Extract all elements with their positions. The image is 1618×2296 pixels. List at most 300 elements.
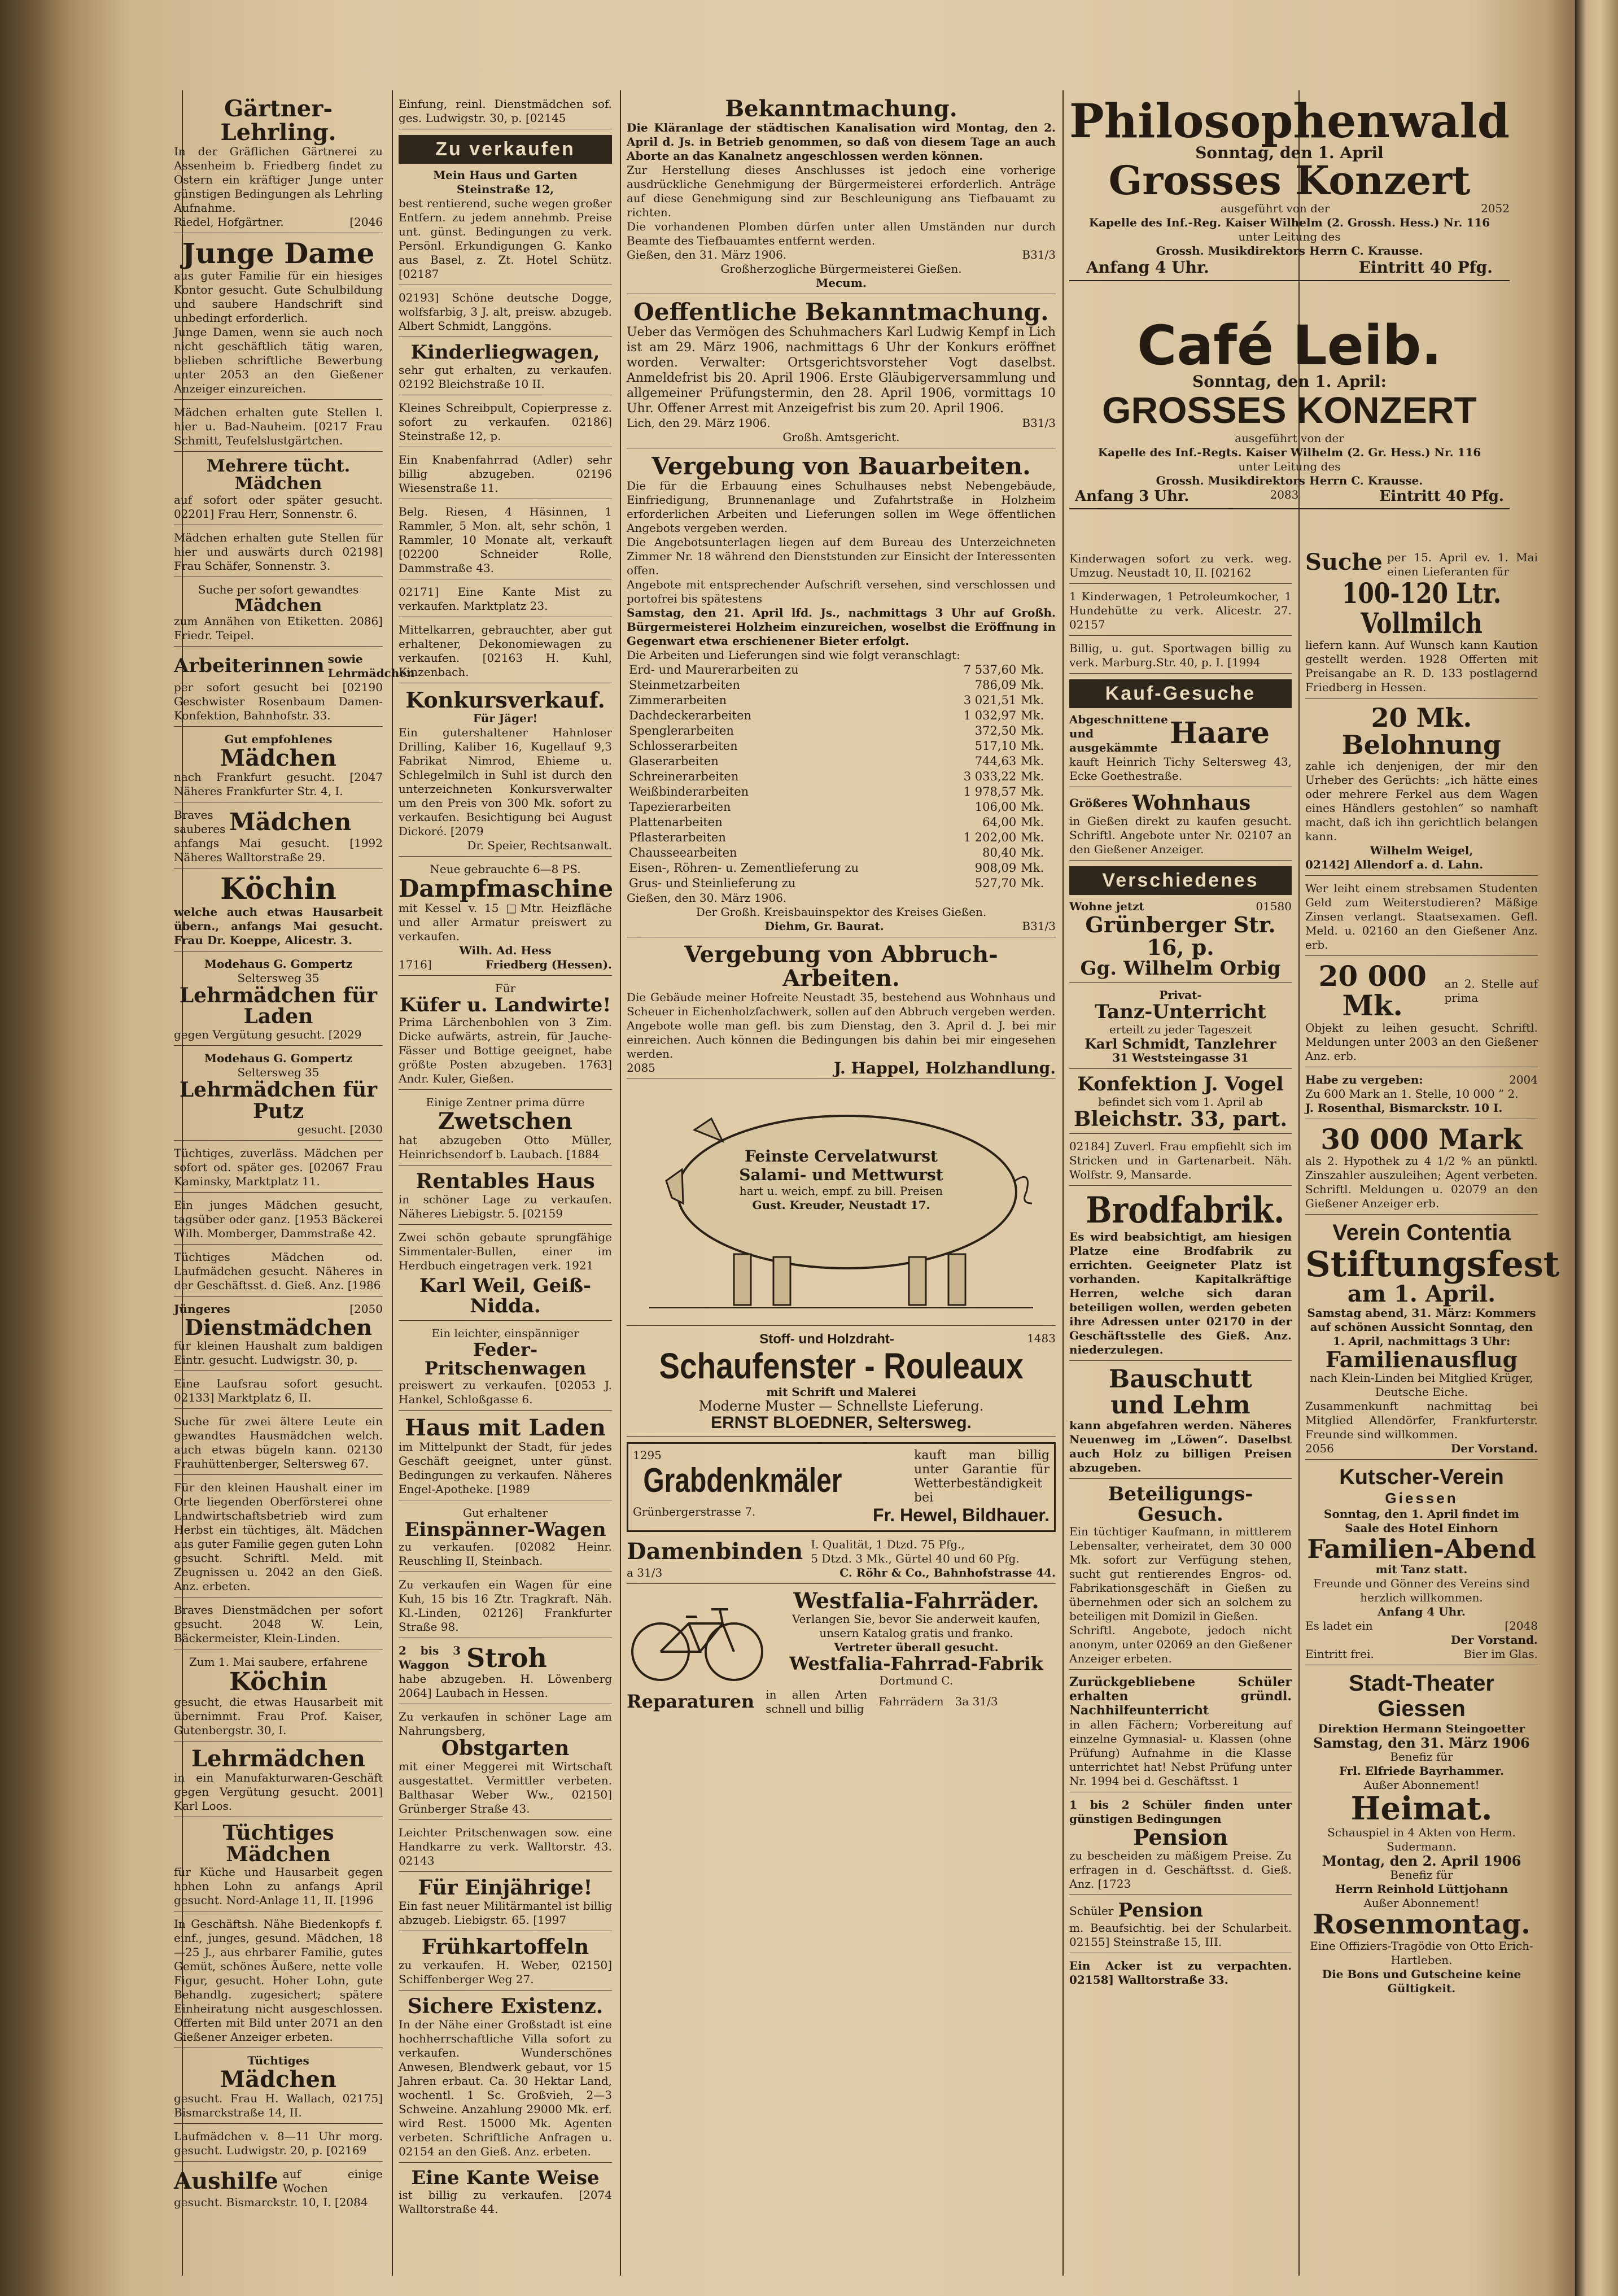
ad-body: Schauspiel in 4 Akten von Herm. Sudermann.: [1327, 1826, 1516, 1854]
ad-body: für kleinen Haushalt zum baldigen Eintr. gesucht. Ludwigstr. 30, p.: [174, 1338, 383, 1367]
ad-dienstmaedchen: [174, 1302, 383, 1371]
ad-body: Tüchtiges Mädchen od. Laufmädchen gesucht. Näheres in der Geschäftsst. d. Gieß. Anz. [1986: [174, 1250, 383, 1292]
ad-wurst-pig: [627, 1085, 1056, 1326]
ad-wiese: [399, 2168, 612, 2220]
ad-body: Zu verkaufen in schöner Lage am Nahrungsberg,: [399, 1710, 612, 1738]
ad-line: Reparaturen: [627, 1691, 755, 1713]
bicycle-illustration: [627, 1590, 768, 1686]
ad-body: zu verkaufen. H. Weber, 02150] Schiffenberger Weg 27.: [399, 1958, 612, 1986]
ad-line: Fahrrädern: [878, 1695, 944, 1709]
ad-vollmilch: [1305, 551, 1538, 699]
ad-firm: Wilh. Ad. Hess: [459, 943, 552, 957]
ad-body: in schöner Lage zu verkaufen. Näheres Liebigstr. 5. [02159: [399, 1193, 612, 1221]
cost-row: [627, 754, 1056, 769]
ad-subtitle: Vertreter überall gesucht.: [834, 1640, 999, 1655]
section-banner-verschiedenes: Verschiedenes: [1069, 866, 1292, 895]
ad-ref: [2050: [349, 1302, 383, 1316]
ad-body: als 2. Hypothek zu 4 1/2 % an pünktl. Zinszahler auszuleihen; Agent verbeten. Schriftl. Meldungen u. 02079 an den Gießener Anzeiger erb.: [1305, 1154, 1538, 1211]
ad-title: Stroh: [466, 1643, 547, 1674]
ad-line: Bier im Glas.: [1463, 1647, 1538, 1661]
ad-konkursverkauf: [399, 689, 612, 857]
ad-entry: Eintritt 40 Pfg.: [1358, 257, 1493, 277]
ad-ref: 2004: [1509, 1072, 1538, 1086]
ad-body: Zu 600 Mark an 1. Stelle, 10 000 ” 2.: [1305, 1086, 1519, 1101]
ad-title: Tanz-Unterricht: [1095, 1001, 1266, 1024]
ad-tanz-unterricht: [1069, 988, 1292, 1069]
ad-subtitle: sowie Lehrmädchen: [327, 652, 415, 680]
ad-pretitle: 2 bis 3 Waggon: [399, 1644, 461, 1672]
ad-kinderwagen: [1069, 552, 1292, 584]
ad-haus-garten: [399, 168, 612, 285]
ad-title: Schaufenster - Rouleaux: [659, 1346, 1024, 1387]
ad-belg-riesen: [399, 505, 612, 579]
ad-title: Obstgarten: [441, 1736, 570, 1761]
ad-body: Es wird beabsichtigt, am hiesigen Platze eine Brodfabrik zu errichten. Geeigneter Platz ist vorhanden. Kapitalkräftige Herren, welche sich daran beteiligen wollen, werden gebeten ihre Adressen unter 02170 in der Geschäftsstelle des Gieß. Anz. niederzulegen.: [1069, 1229, 1292, 1356]
ad-bullen: [399, 1230, 612, 1276]
ad-knabenfahrrad: [399, 453, 612, 499]
ad-sichere-existenz: [399, 1996, 612, 2163]
ad-line: Außer Abonnement!: [1363, 1896, 1480, 1910]
notice-body: Zur Herstellung dieses Anschlusses ist jedoch eine vorherige ausdrückliche Genehmigung der Bürgermeisterei erforderlich. Anträge auf diese Genehmigung sind zur Beschleunigung ans Tiefbauamt zu richten.: [627, 163, 1056, 219]
ad-line: unter Leitung des: [1238, 229, 1341, 243]
ad-body: Ein fast neuer Militärmantel ist billig abzugeb. Liebigstr. 65. [1997: [399, 1899, 612, 1927]
section-banner-kauf-gesuche: Kauf-Gesuche: [1069, 679, 1292, 708]
ad-beteiligung: [1069, 1485, 1292, 1670]
ad-body: Zusammenkunft nachmittag bei Mitglied Allendörfer, Frankfurterstr. Freunde sind willkommen.: [1305, 1399, 1538, 1442]
notice-signature: Mecum.: [816, 276, 867, 290]
ad-junge-dame: [174, 239, 383, 400]
ad-title: Mehrere tücht. Mädchen: [206, 456, 351, 494]
notice-body: Die vorhandenen Plomben dürfen unter allen Umständen nur durch Beamte des Tiefbauamtes entfernt werden.: [627, 220, 1056, 247]
pig-firm: Gust. Kreuder, Neustadt 17.: [752, 1198, 930, 1212]
ad-body: Ein tüchtiger Kaufmann, in mittlerem Lebensalter, verheiratet, dem 30 000 Mk. sofort zur Verfügung stehen, sucht gut rentierendes Engros- od. Fabrikationsgeschäft in Gießen zu übernehmen oder sich an solchem zu beteiligen mit Domizil in Gießen.: [1069, 1525, 1292, 1623]
column-rule: [620, 90, 621, 2276]
cost-value: 744,63: [974, 754, 1017, 769]
ad-stroh: [399, 1644, 612, 1704]
cost-value: 908,09: [974, 861, 1017, 875]
ad-pretitle: Zum 1. Mai saubere, erfahrene: [189, 1655, 368, 1669]
ad-body: gesucht. Bismarckstr. 10, I. [2084: [174, 2195, 368, 2210]
ad-title: Pension: [1118, 1899, 1203, 1922]
ad-body: In der Nähe einer Großstadt ist eine hochherrschaftliche Villa sofort zu verkaufen. Wunderschönes Anwesen, Blendwerk gebaut, vor 15 Jahren erbaut. Ca. 30 Hektar Land, wochentl. 1 Sc. Großvieh, 2—3 Schweine. Anzahlung 29000 Mk. erf. wird Rest. 15000 Mk. Agenten verbeten. Schriftliche Anfragen u. 02154 an den Gieß. Anz. erbeten.: [399, 2017, 612, 2158]
ad-dogge: [399, 291, 612, 337]
notice-date: Gießen, den 31. März 1906.: [627, 248, 787, 261]
ad-body: Kleines Schreibpult, Copierpresse z. sofort zu verkaufen. 02186] Steinstraße 12, p.: [399, 400, 612, 443]
cost-row: [627, 784, 1056, 800]
ad-title: Brodfabrik.: [1086, 1189, 1285, 1232]
ad-pretitle: Gut erhaltener: [463, 1505, 548, 1520]
ad-body: Freunde und Gönner des Vereins sind herzlich willkommen.: [1313, 1577, 1530, 1605]
ad-fruehkartoffeln: [399, 1937, 612, 1991]
ad-line: in allen Arten schnell und billig: [766, 1687, 868, 1716]
ad-zu-vergeben: [1305, 1073, 1538, 1119]
ad-body: I. Qualität, 1 Dtzd. 75 Pfg.,: [811, 1538, 965, 1552]
ad-petroleumkocher: [1069, 590, 1292, 636]
ad-ref: a 31/3: [627, 1566, 663, 1580]
ad-pretitle: Habe zu vergeben:: [1305, 1072, 1423, 1086]
ad-body: Eine Laufsrau sofort gesucht. 02133] Marktplatz 6, II.: [174, 1376, 383, 1404]
ad-momberger: [174, 1198, 383, 1245]
ad-maedchen-etiketten: [174, 583, 383, 647]
ad-title: am 1. April.: [1347, 1281, 1496, 1308]
ad-haus-laden: [399, 1416, 612, 1500]
ad-pretitle: Größeres: [1069, 796, 1128, 810]
ad-student-geld: [1305, 881, 1538, 956]
cost-value: 64,00: [982, 815, 1017, 830]
ad-bauschutt: [1069, 1364, 1292, 1479]
ad-body: auf sofort oder später gesucht. 02201] Frau Herr, Sonnenstr. 6.: [174, 492, 383, 521]
ad-body: Braves Dienstmädchen per sofort gesucht. 2048 W. Lein, Bäckermeister, Klein-Linden.: [174, 1603, 383, 1645]
ad-body: Einfung, reinl. Dienstmädchen sof. ges. Ludwigstr. 30, p. [02145: [399, 97, 612, 125]
cost-currency: Mk.: [1021, 815, 1044, 830]
ad-address: 02142] Allendorf a. d. Lahn.: [1305, 857, 1484, 871]
ad-body: m. Beaufsichtig. bei der Schularbeit. 02155] Steinstraße 15, III.: [1069, 1920, 1292, 1949]
ad-signature: Der Vorstand.: [1450, 1633, 1538, 1647]
cost-row: [627, 693, 1056, 708]
ad-title: Haus mit Laden: [405, 1414, 606, 1441]
ad-gompertz-laden: [174, 957, 383, 1046]
ad-laufmaedchen: [174, 1250, 383, 1297]
ad-braves-maedchen: [174, 808, 383, 868]
ad-body: gegen Vergütung gesucht. [2029: [174, 1028, 362, 1042]
notice-body: Angebote wolle man gefl. bis zum Dienstag, den 3. April d. J. bei mir einreichen. Auch können die Bedingungen bis dahin bei mir eingesehen werden.: [627, 1019, 1056, 1061]
ad-body: best rentierend, suche wegen großer Entfern. zu jedem annehmb. Preise unt. günst. Bedingungen zu verk. Persönl. Erkundigungen G. Kanko aus Basel, z. Zt. Hotel Schütz. [02187: [399, 197, 612, 281]
ad-title: Lehrmädchen für Putz: [179, 1078, 378, 1123]
ad-body: Schriftl. Angebote, jedoch nicht anonym, unter 02069 an den Gießener Anzeiger erbeten.: [1069, 1623, 1292, 1666]
ad-date: Montag, den 2. April 1906: [1322, 1853, 1521, 1870]
ad-line: Grossh. Musikdirektors Herrn C. Krausse.: [1156, 473, 1423, 487]
ad-kaminsky: [174, 1146, 383, 1193]
ad-subtitle: Für Jäger!: [473, 711, 538, 725]
cost-currency: Mk.: [1021, 663, 1044, 677]
ad-nachhilfe: [1069, 1675, 1292, 1792]
ad-title: Wohnhaus: [1132, 791, 1251, 815]
ad-damenbinden: [627, 1538, 1056, 1584]
ad-firm: C. Röhr & Co., Bahnhofstrasse 44.: [839, 1566, 1056, 1580]
cost-currency: Mk.: [1021, 724, 1044, 738]
ad-title: und Lehm: [1110, 1390, 1250, 1420]
ad-body: mit einer Meggerei mit Wirtschaft ausgestattet. Vermittler verbeten. Balthasar Weber Ww., 02150] Grünberger Straße 43.: [399, 1760, 612, 1816]
ad-dampfmaschine: [399, 862, 612, 976]
ad-pretitle: Schüler: [1069, 1904, 1114, 1918]
ad-title: Familienausflug: [1325, 1347, 1518, 1373]
ad-pretitle: Braves sauberes: [174, 808, 226, 836]
ad-gompertz-putz: [174, 1051, 383, 1141]
ad-body: Objekt zu leihen gesucht. Schriftl. Meldungen unter 2003 an den Gießener Anz. erb.: [1305, 1020, 1538, 1063]
ad-city: Friedberg (Hessen).: [485, 957, 612, 971]
ad-mehrere-maedchen: [174, 457, 383, 525]
ad-laufsrau: [174, 1377, 383, 1409]
ad-title: Familien-Abend: [1307, 1534, 1536, 1565]
ad-arbeiterinnen: [174, 652, 415, 727]
column-notices-right: [1305, 549, 1560, 2282]
column-rule: [392, 90, 393, 2276]
ad-title: Stiftungsfest: [1305, 1243, 1560, 1285]
ad-title: Junge Dame: [182, 237, 375, 270]
ad-schreibpult: [399, 401, 612, 447]
ad-title: Arbeiterinnen: [174, 654, 325, 678]
ad-pretitle: Abgeschnittene und ausgekämmte: [1069, 713, 1168, 754]
ad-title: Bleichstr. 33, part.: [1073, 1107, 1288, 1131]
ad-ref: [2048: [1505, 1619, 1538, 1633]
ad-body: befindet sich vom 1. April ab: [1098, 1094, 1263, 1108]
ad-gaertner-lehrling: [174, 97, 383, 233]
ad-body: Ein gutershaltener Hahnloser Drilling, Kaliber 16, Kugellauf 9,3 Fabrikat Nimrod, Ehieme u. Schlegelmilch in Suhl ist durch den unterzeichneten Konkursverwalter um den Preis von 300 Mk. sofort zu verkaufen. Besichtigung bei August Dickoré. [2079: [399, 725, 612, 838]
ad-body: Zu verkaufen ein Wagen für eine Kuh, 15 bis 16 Ztr. Tragkraft. Näh. Kl.-Linden, 02126] Frankfurter Straße 98.: [399, 1578, 612, 1634]
ad-director: Direktion Hermann Steingoetter: [1318, 1722, 1525, 1736]
ad-body: Prima Lärchenbohlen von 3 Zim. Dicke aufwärts, astrein, für Jauche-Fässer und Bottige geeignet, habe größte Posten abzugeben. 1763] Andr. Kuler, Gießen.: [399, 1015, 612, 1086]
ad-subtitle: mit Schrift und Malerei: [766, 1385, 916, 1399]
ad-braves-dienstmaedchen: [174, 1603, 383, 1649]
cost-currency: Mk.: [1021, 739, 1044, 753]
cost-row: [627, 800, 1056, 815]
ad-body: kauft man billig unter Garantie für Wetterbeständigkeit bei: [914, 1448, 1049, 1505]
ad-title: Verein Contentia: [1332, 1220, 1511, 1246]
ad-wallach: [174, 2054, 383, 2124]
ad-title: Sichere Existenz.: [407, 1994, 604, 2018]
ad-body: Ein junges Mädchen gesucht, tagsüber oder ganz. [1953 Bäckerei Wilh. Momberger, Dammstraße 42.: [174, 1198, 383, 1240]
ad-20000-mk: [1305, 959, 1538, 1067]
ad-firm: Fr. Hewel, Bildhauer.: [873, 1505, 1049, 1526]
ad-title: Kinderliegwagen,: [410, 341, 600, 364]
cost-item: Chausseearbeiten: [629, 846, 737, 860]
ad-gut-empfohlenes: [174, 732, 383, 802]
ad-brodfabrik: [1069, 1191, 1292, 1360]
ad-title: Pension: [1132, 1824, 1228, 1850]
ad-firm: Westfalia-Fahrrad-Fabrik: [789, 1653, 1043, 1675]
notice-abbruch: [627, 943, 1056, 1079]
ad-body: mit Tanz statt.: [1375, 1562, 1468, 1577]
cost-item: Dachdeckerarbeiten: [629, 709, 752, 723]
column-official-notices: [627, 97, 1056, 2282]
ad-body: Mädchen erhalten gute Stellen l. hier u. Bad-Nauheim. [0217 Frau Schmitt, Teufelslustgärtchen.: [174, 405, 383, 447]
ad-title: Grünberger Str. 16, p.: [1085, 911, 1276, 960]
notice-ref: B31/3: [1022, 919, 1056, 933]
ad-title: Gärtner-Lehrling.: [220, 95, 336, 146]
ad-firm: Modehaus G. Gompertz: [204, 1051, 353, 1066]
ad-body: Verlangen Sie, bevor Sie anderweit kaufen, unsern Katalog gratis und franko.: [791, 1612, 1041, 1640]
ad-mittelkarren: [399, 623, 612, 683]
cost-value: 1 978,57: [963, 785, 1017, 799]
ad-pretitle: Suche: [1305, 549, 1383, 575]
ad-line: Grossh. Musikdirektors Herrn C. Krausse.: [1156, 243, 1423, 257]
ad-zuverl-frau: [1069, 1140, 1292, 1186]
ad-name: Wilhelm Weigel,: [1370, 843, 1473, 857]
ad-aushilfe: [174, 2167, 383, 2213]
ad-title: Lehrmädchen: [191, 1745, 365, 1772]
ad-body: per 15. April ev. 1. Mai einen Lieferanten für: [1387, 551, 1538, 578]
ad-title: Westfalia-Fahrräder.: [793, 1588, 1039, 1614]
notice-authority: Der Großh. Kreisbauinspektor des Kreises Gießen.: [696, 905, 987, 919]
notice-title: Vergebung von Bauarbeiten.: [651, 452, 1031, 481]
ad-body: Mittelkarren, gebrauchter, aber gut erhaltener, Dekonomiewagen zu verkaufen. [02163 H. Kuhl, Kinzenbach.: [399, 622, 612, 679]
notice-date: Lich, den 29. März 1906.: [627, 416, 771, 430]
ad-body: In Geschäftsh. Nähe Biedenkopfs f. einf., junges, gesund. Mädchen, 18—25 J., aus ehrbarer Familie, gutes Gemüt, schönes Äußere, nette volle Figur, gesucht. Hoher Lohn, gute Behandlg. zugesichert; spätere Einheiratung nicht ausgeschlossen. Offerten mit Bild unter 2071 an den Gießener Anzeiger erbeten.: [174, 1917, 383, 2044]
section-banner-zu-verkaufen: Zu verkaufen: [399, 135, 612, 164]
ad-title: Tüchtiges Mädchen: [222, 1821, 334, 1866]
ad-title: Dampfmaschine: [399, 874, 614, 902]
column-4-lower: [1069, 552, 1292, 1996]
ad-title: GROSSES KONZERT: [1102, 389, 1477, 431]
ad-line: Es ladet ein: [1305, 1619, 1373, 1633]
ad-wagen-kuh: [399, 1578, 612, 1638]
ad-line: Außer Abonnement!: [1363, 1778, 1480, 1792]
cost-value: 106,00: [974, 800, 1017, 814]
ad-name: Frl. Elfriede Bayrhammer.: [1339, 1764, 1505, 1778]
ad-body: in allen Fächern; Vorbereitung auf einzelne Gymnasial- u. Klassen (ohne Prüfung) Aufnahme in die Klasse unterrichtet hat! Nebst Prüfung unter Nr. 1994 bei d. Geschäftsst. 1: [1069, 1718, 1292, 1788]
ad-body: zum Annähen von Etiketten. 2086] Friedr. Teipel.: [174, 614, 383, 642]
ad-ref: 1716]: [399, 957, 432, 971]
cost-row: [627, 861, 1056, 876]
cost-currency: Mk.: [1021, 831, 1044, 845]
ad-haare: [1069, 713, 1292, 787]
cost-currency: Mk.: [1021, 693, 1044, 708]
cost-currency: Mk.: [1021, 846, 1044, 860]
ad-title: Lehrmädchen für Laden: [179, 983, 378, 1029]
ad-firm: ERNST BLOEDNER, Seltersweg.: [711, 1413, 972, 1433]
ad-title: Frühkartoffeln: [421, 1935, 589, 1959]
ad-body: hat abzugeben Otto Müller, Heinrichsendorf b. Laubach. [1884: [399, 1133, 612, 1162]
ad-title: Konfektion J. Vogel: [1077, 1072, 1284, 1095]
ad-body: Billig, u. gut. Sportwagen billig zu verk. Marburg.Str. 40, p. I. [1994: [1069, 641, 1292, 669]
ad-body: Laufmädchen v. 8—11 Uhr morg. gesucht. Ludwigstr. 20, p. [02169: [174, 2129, 383, 2158]
ad-city: Giessen: [1385, 1490, 1458, 1507]
cost-item: Pflasterarbeiten: [629, 831, 726, 845]
ad-body: Wer leiht einem strebsamen Studenten Geld zum Weiterstudieren? Mäßige Zinsen verlangt. Staatsexamen. Gefl. Meld. u. 02160 an den Gießener Anz. erb.: [1305, 881, 1538, 951]
ad-body: nach Frankfurt gesucht. [2047 Näheres Frankfurter Str. 4, I.: [174, 770, 383, 798]
ad-zwetschen: [399, 1095, 612, 1166]
ad-title: Feder-Pritschenwagen: [424, 1338, 587, 1380]
cost-currency: Mk.: [1021, 800, 1044, 814]
ad-body: preiswert zu verkaufen. [02053 J. Hankel, Schloßgasse 6.: [399, 1378, 612, 1406]
ad-body: Tüchtiges, zuverläss. Mädchen per sofort od. später ges. [02067 Frau Kaminsky, Marktplatz 11.: [174, 1146, 383, 1188]
ad-title: Mädchen: [220, 2066, 337, 2093]
ad-title: Philosophenwald: [1069, 94, 1510, 149]
ad-einjaehrige: [399, 1878, 612, 1931]
ad-body: 02184] Zuverl. Frau empfiehlt sich im Stricken und in Gartenarbeit. Näh. Wolfstr. 9, Mansarde.: [1069, 1140, 1292, 1182]
ad-title: Café Leib.: [1137, 314, 1442, 377]
ad-einspaenner: [399, 1506, 612, 1573]
ad-sportwagen: [1069, 641, 1292, 674]
cost-value: 372,50: [974, 724, 1017, 738]
column-help-wanted: [174, 95, 415, 2282]
ad-ref: [2046: [349, 215, 383, 229]
notice-konkurs-kempf: [627, 300, 1056, 448]
ad-schueler-pension: [1069, 1901, 1292, 1953]
ad-rentables-haus: [399, 1171, 612, 1225]
ad-body: Junge Damen, wenn sie auch noch nicht geschäftlich tätig waren, belieben schriftliche Bewerbung unter 2053 an den Gießener Anzeiger einzureichen.: [174, 325, 383, 395]
ad-konfektion-vogel: [1069, 1072, 1292, 1134]
ad-title: Köchin: [229, 1667, 328, 1696]
ad-body: 5 Dtzd. 3 Mk., Gürtel 40 und 60 Pfg.: [811, 1552, 1020, 1566]
ad-body: Zwei schön gebaute sprungfähige Simmentaler-Bullen, einer im Herdbuch eingetragen verk. 1921: [399, 1230, 612, 1273]
ad-body: 02171] Eine Kante Mist zu verkaufen. Marktplatz 23.: [399, 584, 612, 613]
ad-title: Dienstmädchen: [184, 1314, 373, 1340]
ad-body: liefern kann. Auf Wunsch kann Kaution gestellt werden. 1928 Offerten mit Preisangabe an R. D. 133 postlagernd Friedberg in Hessen.: [1305, 638, 1538, 694]
notice-ref: B31/3: [1022, 416, 1056, 430]
cost-item: Grus- und Steinlieferung zu: [629, 876, 796, 891]
cost-row: [627, 739, 1056, 754]
ad-pretitle: Gut empfohlenes: [224, 732, 333, 746]
ad-pritschenwagen: [399, 1326, 612, 1411]
notice-body: Angebote mit entsprechender Aufschrift versehen, sind verschlossen und portofrei bis spätestens: [627, 578, 1056, 606]
cost-value: 3 021,51: [963, 693, 1017, 708]
ad-grabdenkmaeler: [627, 1442, 1056, 1532]
pig-title: Feinste Cervelatwurst Salami- und Mettwurst: [739, 1147, 943, 1185]
ad-title: 20 000 Mk.: [1318, 959, 1427, 1023]
ad-body: Ein Knabenfahrrad (Adler) sehr billig abzugeben. 02196 Wiesenstraße 11.: [399, 452, 612, 495]
ad-subtitle: auf einige Wochen: [282, 2167, 383, 2195]
cost-row: [627, 876, 1056, 891]
ad-leichter-pritschenwagen: [399, 1826, 612, 1872]
cost-currency: Mk.: [1021, 678, 1044, 692]
ad-body: Eine Offiziers-Tragödie von Otto Erich-Hartleben.: [1310, 1939, 1533, 1967]
ad-title: Für Einjährige!: [418, 1876, 593, 1900]
ad-title: Eine Kante Weise: [411, 2166, 600, 2189]
ad-wohnhaus: [1069, 793, 1292, 861]
ad-body: Kinderwagen sofort zu verk. weg. Umzug. Neustadt 10, II. [02162: [1069, 552, 1292, 579]
cost-row: [627, 662, 1056, 678]
ad-line: Moderne Muster — Schnellste Lieferung.: [698, 1398, 984, 1415]
ad-pension: [1069, 1798, 1292, 1895]
ad-start: Anfang 4 Uhr.: [1378, 1605, 1466, 1619]
ad-start: Anfang 4 Uhr.: [1086, 257, 1209, 277]
ad-body: zu verkaufen. [02082 Heinr. Reuschling II, Steinbach.: [399, 1540, 612, 1568]
ad-line: Benefiz für: [1390, 1750, 1453, 1764]
ad-title: Stadt-Theater Giessen: [1349, 1671, 1494, 1722]
cost-currency: Mk.: [1021, 785, 1044, 799]
ad-name: Gg. Wilhelm Orbig: [1080, 957, 1281, 980]
cost-item: Spenglerarbeiten: [629, 724, 734, 738]
notice-body: Die Angebotsunterlagen liegen auf dem Bureau des Unterzeichneten Zimmer Nr. 18 während den Dienststunden zur Einsicht der Interessenten offen.: [627, 535, 1056, 578]
ad-cafe-leib: [1069, 314, 1510, 509]
cost-item: Glaserarbeiten: [629, 754, 719, 769]
ad-body: in ein Manufakturwaren-Geschäft gegen Vergütung gesucht. 2001] Karl Loos.: [174, 1770, 383, 1813]
ad-title: Grabdenkmäler: [643, 1461, 842, 1500]
ad-body: nach Klein-Linden bei Mitglied Krüger, Deutsche Eiche.: [1310, 1371, 1533, 1399]
ad-title: Grosses Konzert: [1108, 157, 1471, 204]
ad-line: Kapelle des Inf.-Reg. Kaiser Wilhelm (2. Grossh. Hess.) Nr. 116: [1088, 215, 1490, 229]
ad-address: Seltersweg 35: [237, 1066, 320, 1080]
ad-title: Beteiligungs-Gesuch.: [1108, 1483, 1253, 1526]
ad-body: Samstag abend, 31. März: Kommers auf schönen Aussicht Sonntag, den 1. April, nachmittags 3 Uhr:: [1307, 1306, 1536, 1348]
ad-body: Ein Acker ist zu verpachten. 02158] Walltorstraße 33.: [1069, 1958, 1292, 1987]
ad-body: zahle ich denjenigen, der mir den Urheber des Gerüchts: „ich hätte eines oder mehrere Ferkel aus dem Wagen eines Händlers gestohlen“ so namhaft macht, daß ich ihn gerichtlich belangen kann.: [1305, 758, 1538, 843]
ad-philosophenwald: [1069, 94, 1510, 281]
ad-karl-weil: [399, 1276, 612, 1320]
cost-item: Tapezierarbeiten: [629, 800, 731, 814]
ad-date: Samstag, den 31. März 1906: [1313, 1735, 1530, 1752]
pig-body: hart u. weich, empf. zu bill. Preisen: [739, 1184, 943, 1198]
cost-item: Schreinerarbeiten: [629, 770, 739, 784]
ad-obstgarten: [399, 1710, 612, 1820]
cost-value: 80,40: [982, 846, 1017, 860]
ad-kuefer: [399, 981, 612, 1090]
ad-30000-mark: [1305, 1122, 1538, 1215]
ad-body: Leichter Pritschenwagen sow. eine Handkarre zu verk. Walltorstr. 43. 02143: [399, 1826, 612, 1868]
ad-orbig: [1069, 900, 1292, 983]
ad-title: Bauschutt: [1109, 1364, 1252, 1394]
ad-line: Sonntag, den 1. April:: [1192, 372, 1387, 391]
ad-title: Köchin: [220, 872, 336, 906]
ad-ref: 2083: [1270, 487, 1299, 501]
notice-title: Bekanntmachung.: [725, 95, 957, 122]
ad-pretitle: 1 bis 2 Schüler finden unter günstigen Bedingungen: [1069, 1798, 1292, 1826]
notice-body: Die Arbeiten und Lieferungen sind wie folgt veranschlagt:: [627, 648, 960, 662]
cost-value: 527,70: [974, 876, 1017, 891]
ad-tuechtiges-maedchen: [174, 1823, 383, 1912]
ad-pretitle: Privat-: [1159, 988, 1202, 1002]
